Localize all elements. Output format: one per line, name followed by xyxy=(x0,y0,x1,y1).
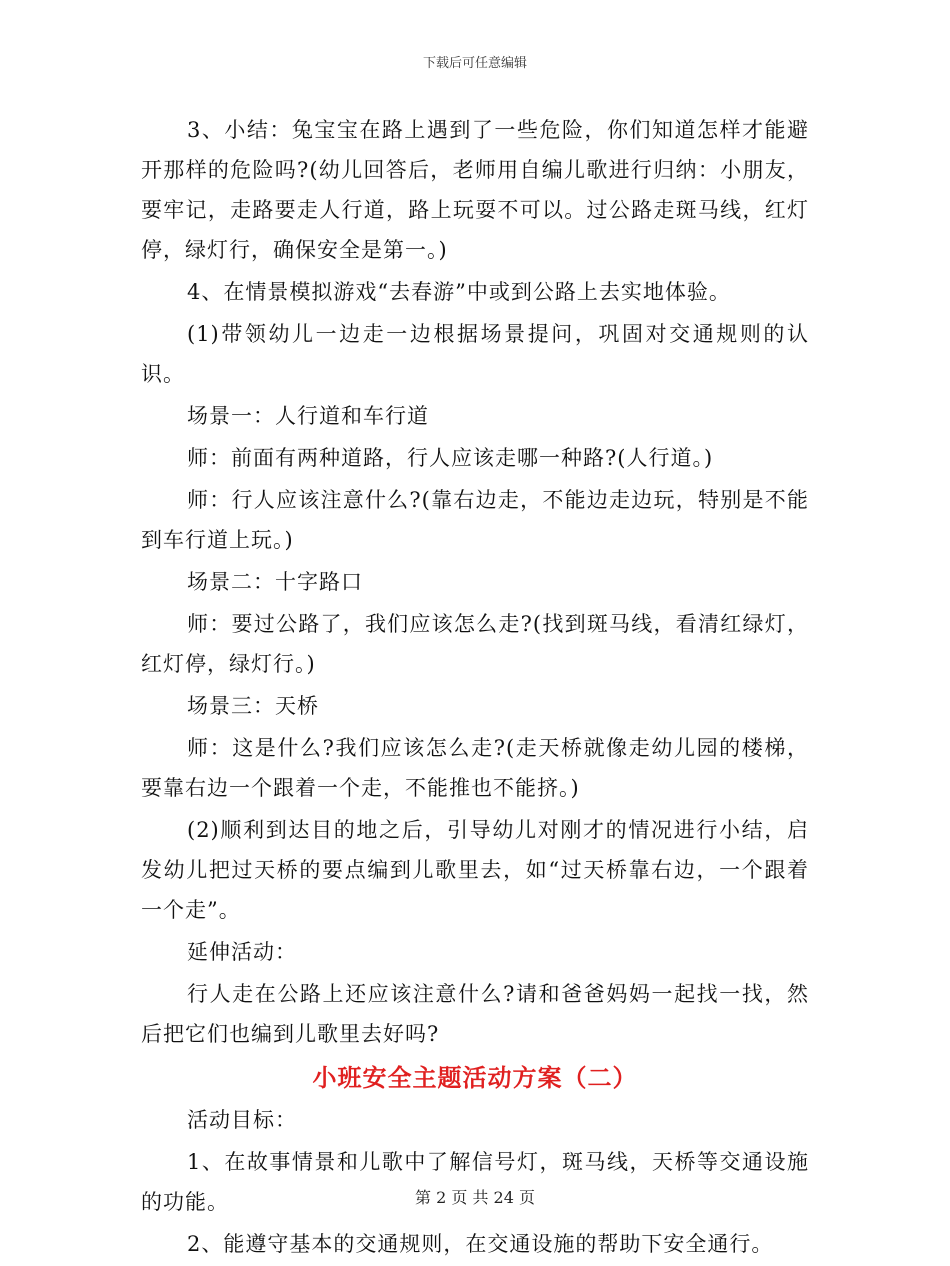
paragraph: 行人走在公路上还应该注意什么?请和爸爸妈妈一起找一找，然后把它们也编到儿歌里去好吗? xyxy=(141,982,809,1046)
paragraph: 3、小结：兔宝宝在路上遇到了一些危险，你们知道怎样才能避开那样的危险吗?(幼儿回答后，老师用自编儿歌进行归纳：小朋友，要牢记，走路要走人行道，路上玩耍不可以。过公路走斑马线，红灯停，绿灯行，确保安全是第一。) xyxy=(141,118,809,262)
paragraph: 师：这是什么?我们应该怎么走?(走天桥就像走幼儿园的楼梯，要靠右边一个跟着一个走，不能推也不能挤。) xyxy=(141,736,809,800)
paragraph: 4、在情景模拟游戏“去春游”中或到公路上去实地体验。 xyxy=(187,280,731,304)
paragraph: 师：行人应该注意什么?(靠右边走，不能边走边玩，特别是不能到车行道上玩。) xyxy=(141,488,809,552)
paragraph: 2、能遵守基本的交通规则，在交通设施的帮助下安全通行。 xyxy=(187,1232,774,1256)
paragraph: 师：要过公路了，我们应该怎么走?(找到斑马线，看清红绿灯，红灯停，绿灯行。) xyxy=(141,612,809,676)
paragraph: 延伸活动： xyxy=(187,940,297,964)
paragraph: 师：前面有两种道路，行人应该走哪一种路?(人行道。) xyxy=(187,446,714,470)
paragraph: (2)顺利到达目的地之后，引导幼儿对刚才的情况进行小结，启发幼儿把过天桥的要点编到儿歌里去，如“过天桥靠右边，一个跟着一个走”。 xyxy=(141,818,809,922)
paragraph: 场景一：人行道和车行道 xyxy=(187,404,429,428)
document-body xyxy=(141,110,809,1266)
paragraph: 活动目标： xyxy=(187,1108,297,1132)
paragraph: 1、在故事情景和儿歌中了解信号灯，斑马线，天桥等交通设施的功能。 xyxy=(141,1150,809,1214)
page-footer: 第 2 页 共 24 页 xyxy=(415,1188,535,1207)
section-title: 小班安全主题活动方案（二） xyxy=(312,1063,638,1092)
paragraph: 场景二：十字路口 xyxy=(187,570,363,594)
paragraph: (1)带领幼儿一边走一边根据场景提问，巩固对交通规则的认识。 xyxy=(141,322,809,386)
paragraph: 场景三：天桥 xyxy=(187,694,319,718)
page-header: 下载后可任意编辑 xyxy=(422,56,527,71)
